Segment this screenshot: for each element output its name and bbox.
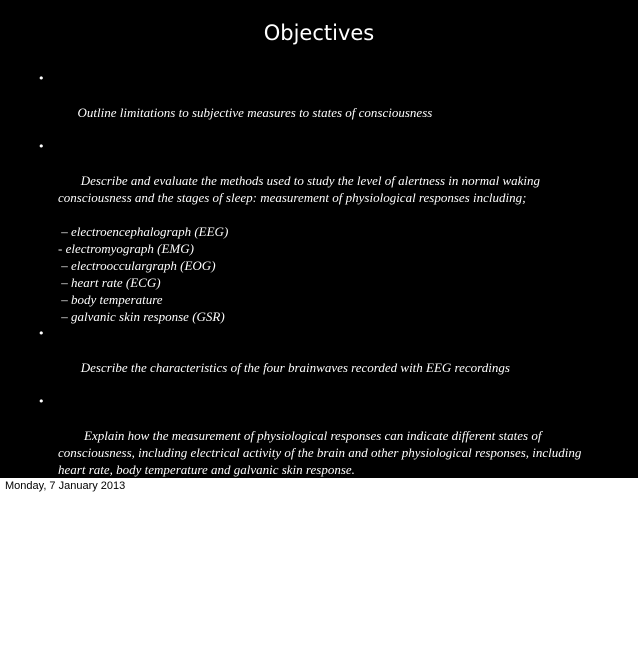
bullet-icon: •	[38, 327, 45, 340]
list-item	[34, 495, 594, 580]
bullet-icon: •	[38, 395, 45, 408]
list-item-text: Describe the characteristics of a beta, alpha, Theta, and delta brainwave in terms of frequency and amplitude	[58, 530, 578, 562]
bullet-icon: •	[38, 140, 45, 153]
sub-list-item: – body temperature	[58, 292, 163, 307]
list-item-text: Describe the characteristics of the four brainwaves recorded with EEG recordings	[77, 360, 510, 375]
sub-list-item: – galvanic skin response (GSR)	[58, 309, 225, 324]
slide-title: Objectives	[263, 21, 375, 45]
list-item-text: Outline limitations to subjective measures to states of consciousness	[77, 105, 433, 120]
list-item-text: Identify when alpha, theta, and delta brainwaves occur in terms of states of consciousness	[77, 615, 550, 630]
list-item	[34, 325, 594, 393]
objectives-list	[34, 70, 594, 648]
sub-list-item: – electroocculargraph (EOG)	[58, 258, 216, 273]
list-item-text: Describe and evaluate the methods used to study the level of alertness in normal waking consciousness and the stages of sleep: measurement of physiological responses including;	[58, 173, 544, 205]
bullet-icon: •	[38, 497, 45, 510]
sub-list-item: – heart rate (ECG)	[58, 275, 161, 290]
sub-list-item: - electromyograph (EMG)	[58, 241, 194, 256]
list-item	[34, 138, 594, 223]
footer-date: Monday, 7 January 2013	[5, 480, 126, 492]
sub-list-item: – electroencephalograph (EEG)	[58, 224, 229, 239]
list-item	[34, 580, 594, 648]
bullet-icon: •	[38, 72, 45, 85]
bullet-icon: •	[38, 582, 45, 595]
list-item-text: Explain how the measurement of physiological responses can indicate different states of consciousness, including electrical activity of the brain and other physiological responses, including heart rate, body temperature and galvanic skin response.	[58, 428, 585, 477]
list-item	[34, 70, 594, 138]
